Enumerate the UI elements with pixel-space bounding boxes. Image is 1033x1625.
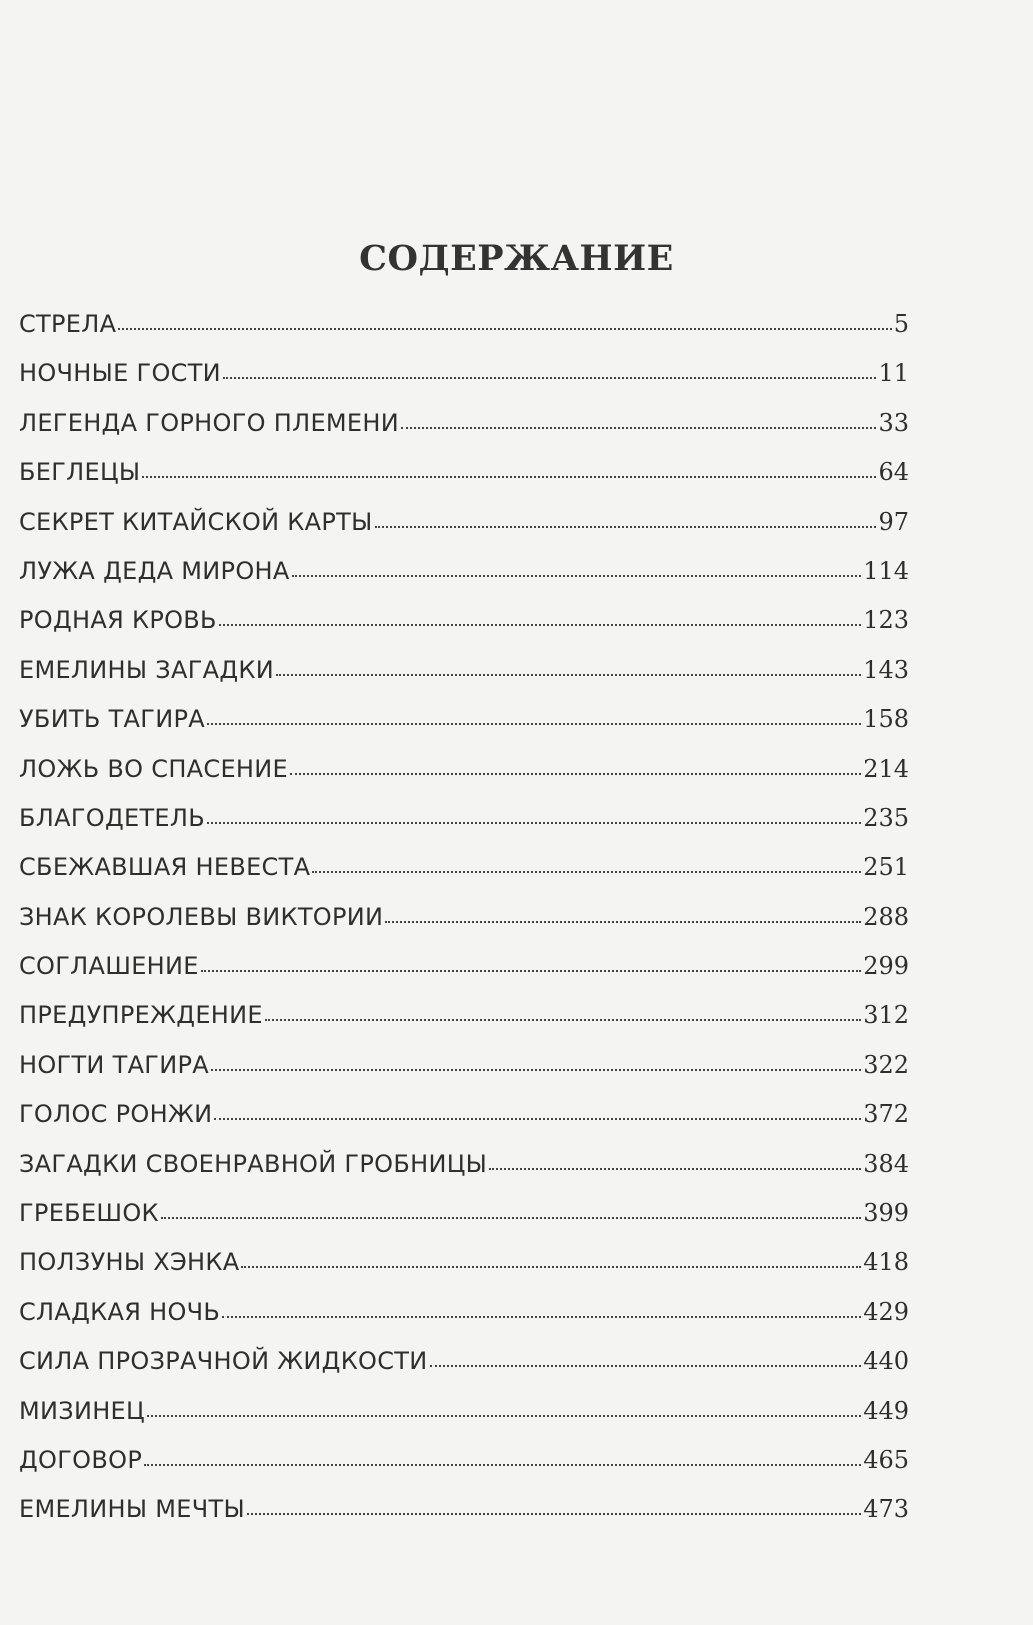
toc-entry-title: ЛУЖА ДЕДА МИРОНА <box>19 556 290 585</box>
toc-entry-title: ДОГОВОР <box>19 1445 143 1474</box>
toc-entry-page-number: 372 <box>863 1100 909 1129</box>
toc-entry-title: ЛОЖЬ ВО СПАСЕНИЕ <box>19 754 288 783</box>
toc-entry-page-number: 64 <box>878 458 909 487</box>
toc-dot-leader <box>265 1019 861 1021</box>
toc-entry-title: БЛАГОДЕТЕЛЬ <box>19 803 206 832</box>
toc-dot-leader <box>430 1365 862 1367</box>
toc-entry-title: НОГТИ ТАГИРА <box>19 1050 209 1079</box>
toc-entry-page-number: 235 <box>863 803 909 832</box>
toc-entry[interactable] <box>19 1397 909 1446</box>
toc-entry-page-number: 299 <box>863 952 909 981</box>
toc-dot-leader <box>161 1217 861 1219</box>
toc-dot-leader <box>241 1266 861 1268</box>
toc-dot-leader <box>219 624 861 626</box>
toc-entry[interactable] <box>19 606 909 655</box>
toc-dot-leader <box>290 773 861 775</box>
toc-dot-leader <box>201 970 861 972</box>
toc-entry[interactable] <box>19 1199 909 1248</box>
toc-entry-title: СБЕЖАВШАЯ НЕВЕСТА <box>19 853 311 882</box>
toc-entry-title: НОЧНЫЕ ГОСТИ <box>19 359 221 388</box>
toc-entry-page-number: 33 <box>878 408 909 437</box>
toc-entry-title: БЕГЛЕЦЫ <box>19 458 141 487</box>
toc-entry-title: СОГЛАШЕНИЕ <box>19 952 199 981</box>
toc-dot-leader <box>247 1513 861 1515</box>
toc-entry[interactable] <box>19 656 909 705</box>
toc-entry-page-number: 399 <box>863 1199 909 1228</box>
toc-entry[interactable] <box>19 1051 909 1100</box>
toc-entry-page-number: 312 <box>863 1001 909 1030</box>
toc-entry-page-number: 158 <box>863 705 909 734</box>
toc-dot-leader <box>147 1415 861 1417</box>
toc-entry-title: ЛЕГЕНДА ГОРНОГО ПЛЕМЕНИ <box>19 408 399 437</box>
toc-dot-leader <box>211 1069 861 1071</box>
toc-entry-page-number: 5 <box>893 310 909 338</box>
toc-entry-page-number: 288 <box>863 902 909 931</box>
toc-entry[interactable] <box>19 1100 909 1149</box>
toc-entry-title: СИЛА ПРОЗРАЧНОЙ ЖИДКОСТИ <box>19 1347 428 1376</box>
toc-entry[interactable] <box>19 804 909 853</box>
toc-entry-page-number: 440 <box>863 1347 909 1376</box>
toc-entry-title: СЛАДКАЯ НОЧЬ <box>19 1297 221 1326</box>
toc-entry-page-number: 384 <box>863 1149 909 1178</box>
toc-dot-leader <box>222 1316 861 1318</box>
toc-entry-page-number: 97 <box>878 507 909 536</box>
toc-entry[interactable] <box>19 755 909 804</box>
table-of-contents <box>19 310 909 1545</box>
toc-entry[interactable] <box>19 952 909 1001</box>
toc-entry[interactable] <box>19 359 909 408</box>
toc-entry-title: ЕМЕЛИНЫ МЕЧТЫ <box>19 1495 245 1524</box>
toc-entry[interactable] <box>19 1150 909 1199</box>
toc-entry-title: ПОЛЗУНЫ ХЭНКА <box>19 1248 240 1277</box>
toc-dot-leader <box>207 723 861 725</box>
toc-entry[interactable] <box>19 310 909 359</box>
toc-dot-leader <box>385 921 861 923</box>
toc-entry-title: УБИТЬ ТАГИРА <box>19 705 205 734</box>
toc-entry-page-number: 11 <box>878 359 909 388</box>
toc-entry-title: ГОЛОС РОНЖИ <box>19 1100 213 1129</box>
toc-entry-page-number: 465 <box>863 1445 909 1474</box>
toc-entry-page-number: 251 <box>863 853 909 882</box>
toc-dot-leader <box>489 1168 861 1170</box>
toc-dot-leader <box>375 526 877 528</box>
toc-entry-page-number: 449 <box>863 1396 909 1425</box>
toc-entry[interactable] <box>19 705 909 754</box>
toc-entry[interactable] <box>19 1298 909 1347</box>
toc-entry-title: СТРЕЛА <box>19 310 117 338</box>
toc-entry-title: ЕМЕЛИНЫ ЗАГАДКИ <box>19 655 274 684</box>
toc-entry[interactable] <box>19 1347 909 1396</box>
toc-entry-page-number: 429 <box>863 1297 909 1326</box>
toc-dot-leader <box>144 1464 861 1466</box>
toc-entry[interactable] <box>19 458 909 507</box>
toc-entry-page-number: 418 <box>863 1248 909 1277</box>
toc-dot-leader <box>401 427 876 429</box>
toc-dot-leader <box>276 674 861 676</box>
toc-entry-title: ПРЕДУПРЕЖДЕНИЕ <box>19 1001 263 1030</box>
toc-entry-title: МИЗИНЕЦ <box>19 1396 145 1425</box>
toc-dot-leader <box>142 476 876 478</box>
toc-dot-leader <box>207 822 861 824</box>
toc-entry-page-number: 143 <box>863 655 909 684</box>
toc-entry[interactable] <box>19 1495 909 1544</box>
toc-entry-title: СЕКРЕТ КИТАЙСКОЙ КАРТЫ <box>19 507 373 536</box>
toc-entry-title: ЗАГАДКИ СВОЕНРАВНОЙ ГРОБНИЦЫ <box>19 1149 488 1178</box>
toc-entry[interactable] <box>19 508 909 557</box>
toc-dot-leader <box>223 377 877 379</box>
toc-dot-leader <box>292 575 862 577</box>
toc-entry[interactable] <box>19 903 909 952</box>
toc-entry[interactable] <box>19 1446 909 1495</box>
toc-entry[interactable] <box>19 557 909 606</box>
toc-entry[interactable] <box>19 1248 909 1297</box>
toc-dot-leader <box>214 1118 861 1120</box>
toc-entry-title: ГРЕБЕШОК <box>19 1199 159 1228</box>
toc-entry-page-number: 214 <box>863 754 909 783</box>
page-title: СОДЕРЖАНИЕ <box>359 238 674 279</box>
toc-entry[interactable] <box>19 409 909 458</box>
toc-entry[interactable] <box>19 1001 909 1050</box>
toc-entry-page-number: 473 <box>863 1495 909 1524</box>
toc-entry-title: РОДНАЯ КРОВЬ <box>19 606 217 635</box>
toc-dot-leader <box>312 871 861 873</box>
toc-dot-leader <box>118 328 891 330</box>
toc-entry[interactable] <box>19 853 909 902</box>
toc-entry-page-number: 322 <box>863 1050 909 1079</box>
toc-entry-page-number: 123 <box>863 606 909 635</box>
toc-entry-title: ЗНАК КОРОЛЕВЫ ВИКТОРИИ <box>19 902 384 931</box>
toc-entry-page-number: 114 <box>863 556 909 585</box>
